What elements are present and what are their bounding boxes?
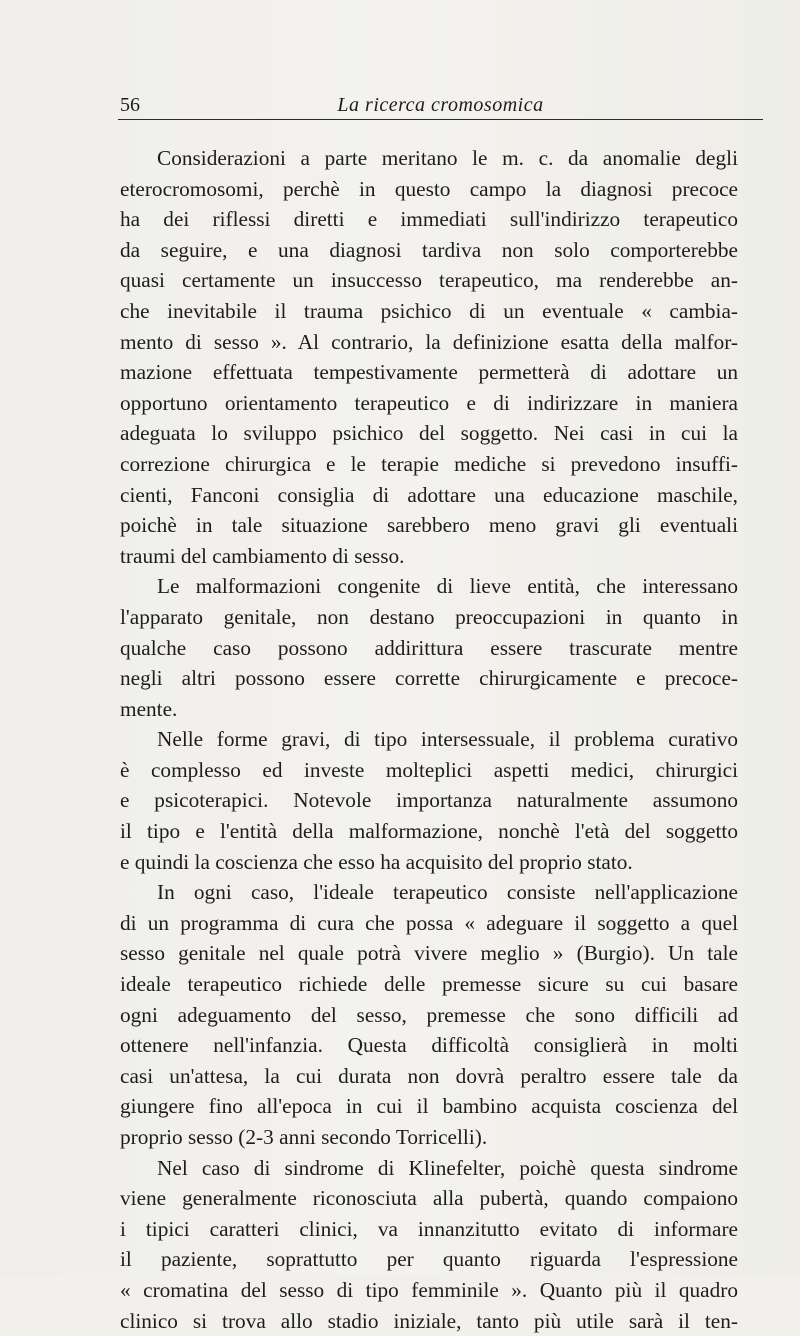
text-line: negli altri possono essere corrette chirurgicamente e precoce- [120,666,738,691]
text-line: « cromatina del sesso di tipo femminile ». Quanto più il quadro [120,1277,738,1302]
text-line: Nel caso di sindrome di Klinefelter, poichè questa sindrome [157,1155,738,1180]
text-line: viene generalmente riconosciuta alla pubertà, quando compaiono [120,1186,738,1211]
text-line: il tipo e l'entità della malformazione, nonchè l'età del soggetto [120,819,738,844]
text-line: mazione effettuata tempestivamente permetterà di adottare un [120,360,738,385]
text-line: Considerazioni a parte meritano le m. c. da anomalie degli [157,146,738,170]
text-line: ogni adeguamento del sesso, premesse che sono difficili ad [120,1002,738,1027]
text-line: cienti, Fanconi consiglia di adottare una educazione maschile, [120,482,738,507]
text-line: clinico si trova allo stadio iniziale, tanto più utile sarà il ten- [120,1308,738,1333]
text-line: In ogni caso, l'ideale terapeutico consiste nell'applicazione [157,880,738,905]
text-line: e psicoterapici. Notevole importanza naturalmente assumono [120,788,738,813]
text-line: è complesso ed investe molteplici aspetti medici, chirurgici [120,757,738,782]
text-line: i tipici caratteri clinici, va innanzitutto evitato di informare [120,1216,738,1241]
body-text [120,143,738,1336]
page-number: 56 [120,94,140,116]
text-line: giungere fino all'epoca in cui il bambino acquista coscienza del [120,1094,738,1119]
text-line: e quindi la coscienza che esso ha acquisito del proprio stato. [120,849,633,874]
text-line: l'apparato genitale, non destano preoccupazioni in quanto in [120,604,738,629]
text-line: poichè in tale situazione sarebbero meno gravi gli eventuali [120,513,738,538]
text-line: ideale terapeutico richiede delle premesse sicure su cui basare [120,972,738,997]
text-line: ottenere nell'infanzia. Questa difficoltà consiglierà in molti [120,1033,738,1058]
text-line: di un programma di cura che possa « adeguare il soggetto a quel [120,910,738,935]
text-line: correzione chirurgica e le terapie mediche si prevedono insuffi- [120,451,738,476]
text-line: proprio sesso (2-3 anni secondo Torricelli). [120,1125,488,1149]
text-line: che inevitabile il trauma psichico di un eventuale « cambia- [120,298,738,323]
text-line: sesso genitale nel quale potrà vivere meglio » (Burgio). Un tale [120,941,738,966]
text-line: il paziente, soprattutto per quanto riguarda l'espressione [120,1247,738,1272]
text-line: opportuno orientamento terapeutico e di indirizzare in maniera [120,390,738,415]
text-line: mento di sesso ». Al contrario, la definizione esatta della malfor- [120,329,738,354]
text-line: Le malformazioni congenite di lieve entità, che interessano [157,574,738,599]
text-line: quasi certamente un insuccesso terapeutico, ma renderebbe an- [120,268,738,293]
text-line: qualche caso possono addirittura essere trascurate mentre [120,635,738,660]
text-line: eterocromosomi, perchè in questo campo la diagnosi precoce [120,176,738,201]
text-line: da seguire, e una diagnosi tardiva non solo comporterebbe [120,237,738,262]
page-header [118,93,763,120]
text-line: mente. [120,696,178,721]
text-line: ha dei riflessi diretti e immediati sull'indirizzo terapeutico [120,207,738,232]
running-title: La ricerca cromosomica [337,94,544,116]
text-line: traumi del cambiamento di sesso. [120,543,405,568]
text-line: Nelle forme gravi, di tipo intersessuale, il problema curativo [157,727,738,752]
text-line: adeguata lo sviluppo psichico del soggetto. Nei casi in cui la [120,421,738,446]
text-line: casi un'attesa, la cui durata non dovrà peraltro essere tale da [120,1063,738,1088]
